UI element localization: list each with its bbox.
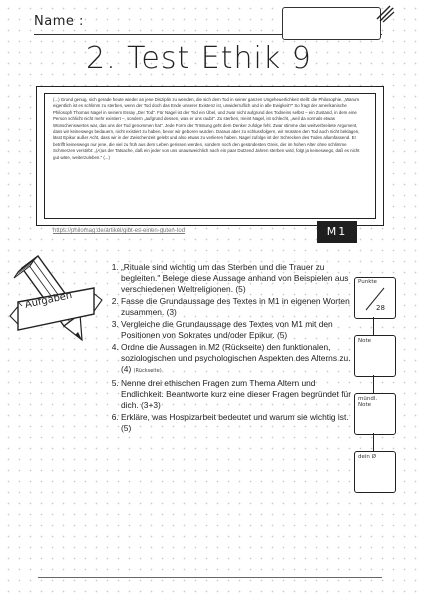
- name-label: Name :: [34, 14, 84, 29]
- source-text: (...) Grund genug, sich gerade heute wieder an jene Disziplin zu wenden, die sich dem Tod in seiner ganzen Ungeheuerlichkeit stellt: die Philosophie. „Warum eigentlich ist es schlimm zu sterben, wenn der Tod doch das Ende unserer Existenz ist, unwiderruflich und in alle Ewigkeit?" So fragt der amerikanische Philosoph Thomas Nagel in seinem Essay „Der Tod". Für Nagel ist der Tod ein Übel, und zwar nicht aufgrund des Todseins selbst – ein Zustand, in dem eine Person schlicht nicht mehr existiert –, sondern „aufgrund dessen, was er uns raubt". Zu sterben, meint Nagel, ist schlecht, „weil da vormals etwas Wünschenswertes war, das uns der Tod genommen hat". Jede Form der Tröstung geht dem Denker zufolge fehl. Zwar stimme das weitverbreitete Argument, dass wir keineswegs bedauern, nicht existiert zu haben, bevor wir geboren wurden. Daraus aber zu schlussfolgern, wir müssten den Tod auch nicht beklagen, lässt Epikur außer Acht, dass wir in der Zwischenzeit gelebt und also etwas zu verlieren haben. Nagel zufolge ist der Schrecken des Todes allumfassend. Er betrifft keineswegs nur jene, die viel zu früh aus dem Leben gerissen werden, sondern noch den gesündesten Greis, der im hohen Alter ohne schlimme Schmerzen verstirbt: „(A)us der Tatsache, daß ein jeder von uns unausweichlich nach ein paar Dutzend Jahren sterben wird, folgt ja keineswegs, daß es nicht gut wäre, weiterzuleben." (...): [53, 97, 360, 160]
- task-scribble: (Rückseite): [133, 368, 162, 374]
- points-fraction-line: [360, 286, 390, 314]
- material-badge: M1: [317, 221, 357, 243]
- connector-line: [373, 375, 374, 393]
- task-item: 1. „Rituale sind wichtig um das Sterben und die Trauer zu begleiten." Belege diese Aussage anhand von Beispielen aus verschiedenen Weltreligionen. (5): [121, 262, 353, 295]
- task-list: [105, 262, 353, 435]
- oral-grade-label: mündl. Note: [358, 396, 378, 408]
- connector-line: [373, 317, 374, 335]
- name-field-box[interactable]: [282, 7, 381, 40]
- task-item: 2. Fasse die Grundaussage des Textes in M1 in eigenen Worten zusammen. (3): [121, 296, 353, 318]
- average-label: dein Ø: [358, 454, 376, 460]
- task-item: 5. Nenne drei ethischen Fragen zum Thema Altern und Endlichkeit. Beantworte kurz eine dieser Fragen begründet für dich. (3+3): [121, 378, 353, 411]
- grade-label: Note: [358, 338, 372, 344]
- connector-line: [373, 433, 374, 451]
- task-item: 3. Vergleiche die Grundaussage des Textes von M1 mit den Positionen von Sokrates und/oder Epikur. (5): [121, 319, 353, 341]
- banner-label: Aufgaben: [24, 290, 74, 311]
- source-link[interactable]: https://philomag.de/artikel/gibt-es-einen-guten-tod: [53, 228, 186, 234]
- points-total: 28: [376, 304, 385, 312]
- pencil-banner-illustration: [8, 252, 104, 360]
- task-item: 6. Erkläre, was Hospizarbeit bedeutet und warum sie wichtig ist. (5): [121, 412, 353, 434]
- task-item: 4. Ordne die Aussagen in M2 (Rückseite) den funktionalen, soziologischen und psychologischen Aspekten des Alterns zu. (4) (Rückseite): [121, 342, 353, 377]
- page-title: 2. Test Ethik 9: [86, 41, 312, 76]
- pencil-icon: [374, 3, 396, 23]
- points-label: Punkte: [358, 279, 377, 285]
- footer-line: [38, 577, 382, 578]
